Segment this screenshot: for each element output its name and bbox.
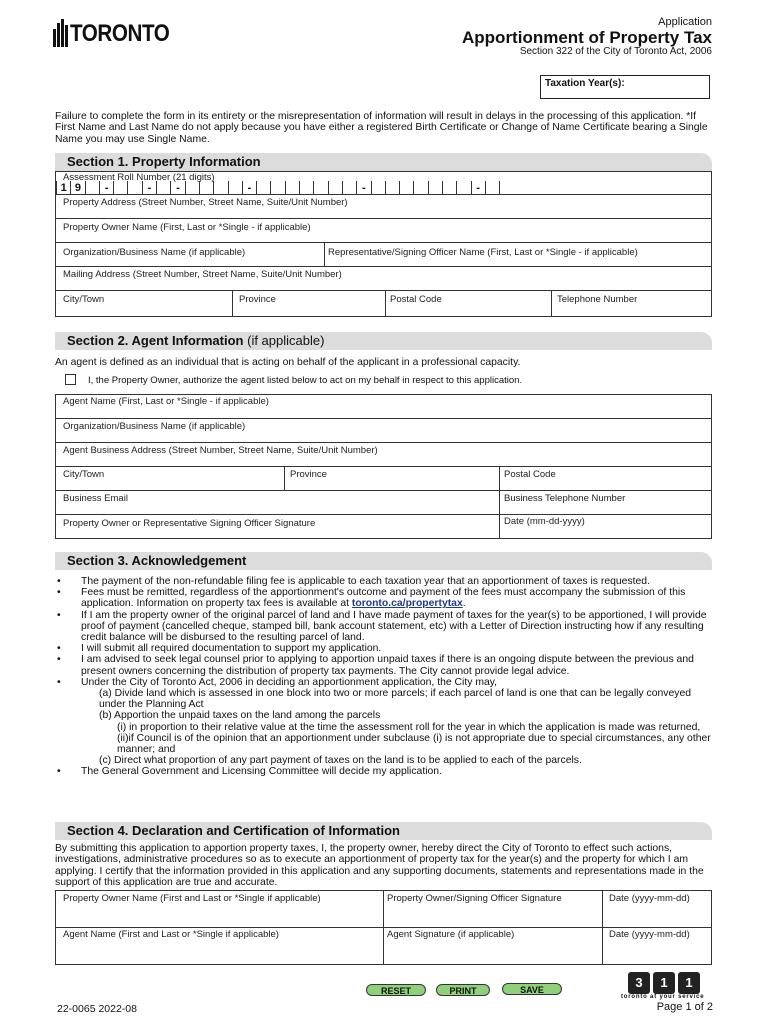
save-button[interactable]: SAVE <box>502 983 562 995</box>
print-button[interactable]: PRINT <box>436 984 490 996</box>
roll-digit-cell[interactable] <box>342 181 356 195</box>
intro-text: Failure to complete the form in its entirety or the misrepresentation of information will result in delays in the processing of this application. *If First Name and Last Name do not apply because you have either a registered Birth Certificate or Change of Name Certificate bearing a Single Name you may use Single Name. <box>55 111 708 145</box>
roll-digit-cell[interactable] <box>156 181 170 195</box>
roll-digit-cell[interactable] <box>413 181 427 195</box>
city-label: City/Town <box>63 294 105 305</box>
page-title: Apportionment of Property Tax <box>462 28 712 47</box>
ack-subitem-b: (b) Apportion the unpaid taxes on the land among the parcels <box>99 710 381 722</box>
roll-digit-cell[interactable] <box>442 181 456 195</box>
section1-header <box>55 153 712 171</box>
agent-declaration-row <box>55 927 712 965</box>
toronto-logo-text: TORONTO <box>70 20 170 47</box>
tagline: toronto at your service <box>621 994 705 1000</box>
agent-definition: An agent is defined as an individual that is acting on behalf of the applicant in a professional capacity. <box>55 357 521 368</box>
agent-city-label: City/Town <box>63 469 105 480</box>
owner-declaration-row <box>55 890 712 928</box>
roll-digit-cell[interactable] <box>199 181 213 195</box>
city-row <box>55 290 712 317</box>
property-address-field[interactable] <box>55 194 712 219</box>
agent-province-label: Province <box>290 469 327 480</box>
page-subtitle: Section 322 of the City of Toronto Act, 2006 <box>519 46 712 57</box>
decl-owner-signature-label: Property Owner/Signing Officer Signature <box>387 893 562 904</box>
ack-item: • The payment of the non-refundable filing fee is applicable to each taxation year that an apportionment of taxes is requested. <box>55 576 715 587</box>
roll-digit-cell[interactable] <box>113 181 127 195</box>
ack-item: • I will submit all required documentation to support my application. <box>55 643 715 654</box>
ack-subitem-a: (a) Divide land which is assessed in one block into two or more parcels; if each parcel of land is one that can be legally conveyed under the Planning Act <box>99 688 692 711</box>
roll-digit-cell[interactable]: - <box>356 181 370 195</box>
roll-digit-cell[interactable]: - <box>170 181 184 195</box>
roll-digit-cell[interactable] <box>256 181 270 195</box>
agent-address-field[interactable] <box>55 442 712 467</box>
section2-header <box>55 332 712 350</box>
form-number: 22-0065 2022-08 <box>57 1003 137 1015</box>
assessment-roll-field[interactable] <box>55 171 712 195</box>
section2-title: Section 2. Agent Information (if applicable) <box>67 333 325 348</box>
roll-digit-cell[interactable] <box>228 181 242 195</box>
decl-agent-signature-label: Agent Signature (if applicable) <box>387 929 515 940</box>
taxation-year-field[interactable] <box>540 75 710 99</box>
roll-digit-cell[interactable] <box>127 181 141 195</box>
ack-item: • The General Government and Licensing Committee will decide my application. <box>55 766 715 777</box>
property-tax-link[interactable]: toronto.ca/propertytax <box>351 598 463 610</box>
owner-rep-signature-label: Property Owner or Representative Signing Officer Signature <box>63 518 316 529</box>
ack-item: • Under the City of Toronto Act, 2006 in deciding an apportionment application, the City may, (a) Divide land which is assessed in one block into two or more parcels; if each parcel of land is one that can be legally conveyed under the Planning Act (b) Apportion the unpaid taxes on the land among the parcels (i) in proportion to their relative value at the time the assessment roll for the year in which the application is made was returned, (ii)if Council is of the opinion that an apportionment under subclause (i) is not appropriate due to special circumstances, any other manner; and (c) Direct what proportion of any part payment of taxes on the land is to be applied to each of the parcels. <box>55 677 715 767</box>
agent-name-field[interactable] <box>55 394 712 419</box>
mailing-address-label: Mailing Address (Street Number, Street Name, Suite/Unit Number) <box>63 269 342 280</box>
agent-email-row <box>55 490 712 515</box>
roll-digit-cell[interactable] <box>485 181 499 195</box>
authorize-label: I, the Property Owner, authorize the agent listed below to act on my behalf in respect to this application. <box>88 375 523 386</box>
decl-agent-name-label: Agent Name (First and Last or *Single if applicable) <box>63 929 279 940</box>
section3-title: Section 3. Acknowledgement <box>67 553 247 568</box>
roll-digit-cell[interactable] <box>499 181 513 195</box>
reset-button[interactable]: RESET <box>366 984 426 996</box>
authorize-checkbox[interactable] <box>65 374 76 385</box>
mailing-address-field[interactable] <box>55 266 712 291</box>
decl-owner-name-label: Property Owner Name (First and Last or *Single if applicable) <box>63 893 321 904</box>
roll-digit-cell[interactable] <box>428 181 442 195</box>
roll-digit-cell[interactable]: 1 <box>56 181 70 195</box>
agent-org-field[interactable] <box>55 418 712 443</box>
roll-digit-cell[interactable] <box>270 181 284 195</box>
logo-311-icon: 3 1 1 <box>628 972 700 994</box>
form-type: Application <box>658 16 712 28</box>
roll-digit-cell[interactable]: - <box>471 181 485 195</box>
section3-header <box>55 552 712 570</box>
roll-digit-cell[interactable] <box>328 181 342 195</box>
owner-name-field[interactable] <box>55 218 712 243</box>
roll-digit-cell[interactable]: - <box>142 181 156 195</box>
property-address-label: Property Address (Street Number, Street Name, Suite/Unit Number) <box>63 197 348 208</box>
roll-digit-cell[interactable]: - <box>99 181 113 195</box>
business-email-label: Business Email <box>63 493 128 504</box>
roll-digit-cell[interactable] <box>399 181 413 195</box>
agent-city-row <box>55 466 712 491</box>
ack-item: • If I am the property owner of the original parcel of land and I have made payment of taxes for the year(s) to be apportioned, I will provide proof of payment (cancelled cheque, stamped bill, bank account statement, etc) with a Letter of Direction instructing how if any resulting credit balance will be disbursed to the resulting parcel of land. <box>55 610 715 644</box>
owner-name-label: Property Owner Name (First, Last or *Single - if applicable) <box>63 222 311 233</box>
section4-header <box>55 822 712 840</box>
org-rep-row <box>55 242 712 267</box>
assessment-roll-label: Assessment Roll Number (21 digits) <box>63 172 215 183</box>
business-phone-label: Business Telephone Number <box>504 493 626 504</box>
ack-subitem-b-ii: (ii)if Council is of the opinion that an apportionment under subclause (i) is not appropriate due to special circumstances, any other manner; and <box>117 732 711 756</box>
roll-digit-cell[interactable] <box>213 181 227 195</box>
page-number: Page 1 of 2 <box>656 1001 713 1013</box>
decl-date2-label: Date (yyyy-mm-dd) <box>609 929 690 940</box>
ack-subitem-b-i: (i) in proportion to their relative value at the time the assessment roll for the year in which the application is made was returned, <box>117 721 701 733</box>
roll-digit-cell[interactable]: 9 <box>70 181 84 195</box>
province-label: Province <box>239 294 276 305</box>
ack-subitem-c: (c) Direct what proportion of any part payment of taxes on the land is to be applied to each of the parcels. <box>99 755 582 767</box>
section1-title: Section 1. Property Information <box>67 154 261 169</box>
rep-officer-label: Representative/Signing Officer Name (First, Last or *Single - if applicable) <box>328 247 638 258</box>
roll-digit-cell[interactable]: - <box>242 181 256 195</box>
roll-digits <box>56 181 514 195</box>
roll-digit-cell[interactable] <box>385 181 399 195</box>
acknowledgement-list <box>55 576 715 778</box>
postal-label: Postal Code <box>390 294 442 305</box>
phone-label: Telephone Number <box>557 294 638 305</box>
ack-item: • I am advised to seek legal counsel prior to applying to apportion unpaid taxes if there is an ongoing dispute between the previous and present owners concerning the distribution of property tax payments. The City cannot provide legal advice. <box>55 654 715 676</box>
agent-postal-label: Postal Code <box>504 469 556 480</box>
roll-digit-cell[interactable] <box>85 181 99 195</box>
agent-name-label: Agent Name (First, Last or *Single - if applicable) <box>63 396 269 407</box>
declaration-text: By submitting this application to apportion property taxes, I, the property owner, hereby direct the City of Toronto to effect such actions, investigations, administrative procedures so as to execute an apportionment of property tax for the year(s) and the property for which I am applying. I certify that the information provided in this application and any supporting documents, statements and representations made in the support of this application are true and accurate. <box>55 843 704 889</box>
roll-digit-cell[interactable] <box>456 181 470 195</box>
ack-item: • Fees must be remitted, regardless of the apportionment's outcome and payment of the fees must accompany the submission of this application. Information on property tax fees is available at toronto.ca/propertytax. <box>55 587 715 609</box>
roll-digit-cell[interactable] <box>299 181 313 195</box>
roll-digit-cell[interactable] <box>313 181 327 195</box>
roll-digit-cell[interactable] <box>185 181 199 195</box>
agent-signature-row <box>55 514 712 539</box>
agent-org-label: Organization/Business Name (if applicable) <box>63 421 246 432</box>
decl-date1-label: Date (yyyy-mm-dd) <box>609 893 690 904</box>
roll-digit-cell[interactable] <box>371 181 385 195</box>
roll-digit-cell[interactable] <box>285 181 299 195</box>
taxation-year-label: Taxation Year(s): <box>545 78 625 89</box>
section4-title: Section 4. Declaration and Certification of Information <box>67 823 400 838</box>
org-name-label: Organization/Business Name (if applicable) <box>63 247 246 258</box>
signature-date-label: Date (mm-dd-yyyy) <box>504 516 585 527</box>
agent-address-label: Agent Business Address (Street Number, Street Name, Suite/Unit Number) <box>63 445 378 456</box>
